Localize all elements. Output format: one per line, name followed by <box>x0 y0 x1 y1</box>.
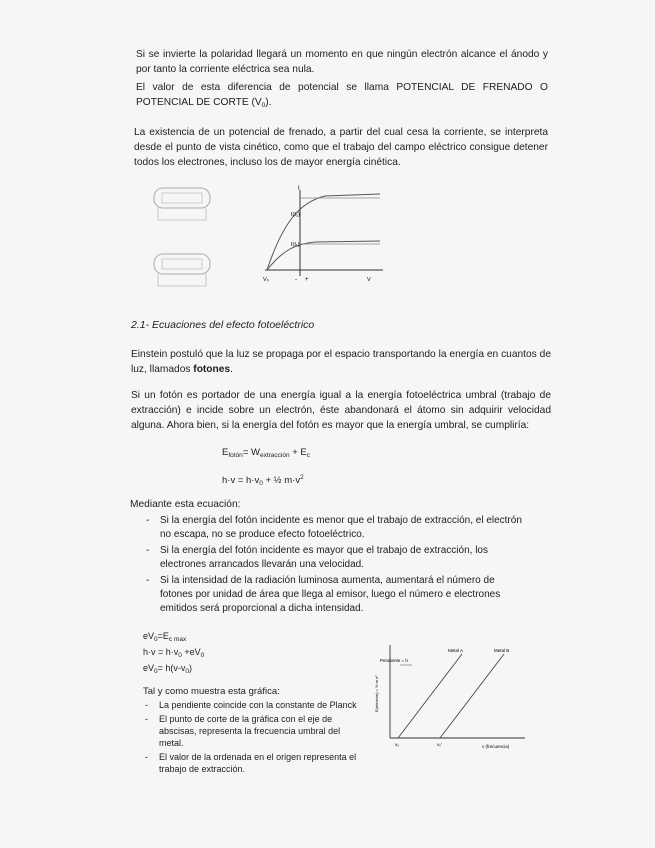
tube-2 <box>154 254 210 274</box>
x-axis-label: v (frecuencia) <box>482 744 510 749</box>
label-minus: - <box>295 277 297 283</box>
label-v: V <box>367 277 371 283</box>
line-metal-b <box>440 654 504 738</box>
paragraph-stopping-potential: El valor de esta diferencia de potencial se llama POTENCIAL DE FRENADO O POTENCIAL DE CORTE $(V_0)$. <box>136 82 548 109</box>
list-item: - Si la intensidad de la radiación luminosa aumenta, aumentará el número de fotones por unidad de área que llega al emisor, luego el número e electrones emitidos será proporcional a dicha intensidad. <box>144 574 522 616</box>
list-item: - El punto de corte de la gráfica con el eje de abscisas, representa la frecuencia umbral del metal. <box>143 713 365 749</box>
list-item: - El valor de la ordenada en el origen representa el trabajo de extracción. <box>143 751 365 775</box>
list-item: - Si la energía del fotón incidente es menor que el trabajo de extracción, el electrón no escapa, no se produce efecto fotoeléctrico. <box>144 514 522 542</box>
tube-1 <box>154 188 210 208</box>
section-title: 2.1- Ecuaciones del efecto fotoeléctrico <box>131 319 315 331</box>
equation-line-3: $eV_0= h(v-v_0)$ <box>143 663 193 675</box>
paragraph-photon: Si un fotón es portador de una energía igual a la energía fotoeléctrica umbral (trabajo de extracción) e incide sobre un electrón, éste abandonará el átomo sin adquirir velocidad alguna. Ahora bien, si la energía del fotón es mayor que la energía umbral, se cumpliría: <box>131 390 551 431</box>
label-v0: V₀ <box>263 277 269 283</box>
equation-line-2: $h\cdot v = h\cdot v_0 +eV_0$ <box>143 647 205 659</box>
equation-frequency: $h\cdot v = h\cdot v_0$ + ½ $m\cdot v^2$ <box>222 474 304 487</box>
paragraph-kinetic: La existencia de un potencial de frenado, a partir del cual cesa la corriente, se interpreta desde el punto de vista cinético, como que el trabajo del campo eléctrico consigue detener todos los electrones, incluso los de mayor energía cinética. <box>134 127 548 168</box>
tick-v0-a: v₀ <box>395 742 400 747</box>
metal-b-label: Metal B <box>494 648 510 653</box>
current-voltage-graph <box>255 182 390 292</box>
list-item: - La pendiente coincide con la constante de Planck <box>143 699 365 711</box>
consequences-list <box>144 514 522 618</box>
equations-block <box>143 630 204 678</box>
curve-upper <box>267 194 380 270</box>
pendiente-label: Pendiente = h <box>380 658 408 663</box>
label-lower: I(I₁) <box>291 242 300 248</box>
tal-y-como-heading: Tal y como muestra esta gráfica: <box>143 686 280 697</box>
paragraph-polarity: Si se invierte la polaridad llegará un momento en que ningún electrón alcance el ánodo y por tanto la corriente eléctrica sea nula. <box>136 49 548 75</box>
energy-frequency-graph <box>370 640 530 755</box>
equation-line-1: $eV_0=E_{c max}$ <box>143 631 187 643</box>
tick-v0-b: v₀' <box>437 742 442 747</box>
line-metal-a <box>398 654 462 738</box>
label-plus: + <box>305 277 309 283</box>
curve-lower <box>267 241 380 270</box>
list-item: - Si la energía del fotón incidente es mayor que el trabajo de extracción, los electrones arrancados llevarán una velocidad. <box>144 544 522 572</box>
wire-1 <box>158 208 206 220</box>
circuit-diagrams <box>148 182 218 292</box>
graph-notes-list <box>143 699 365 777</box>
y-axis-label: I <box>298 186 300 192</box>
paragraph-einstein: Einstein postuló que la luz se propaga por el espacio transportando la energía en cuantos de luz, llamados fotones. <box>131 349 551 375</box>
electrodes-1 <box>162 193 202 203</box>
mediante-heading: Mediante esta ecuación: <box>130 499 241 510</box>
label-upper: I(I₂) <box>291 212 300 218</box>
wire-2 <box>158 274 206 286</box>
electrodes-2 <box>162 259 202 269</box>
metal-a-label: Metal A <box>448 648 464 653</box>
equation-energy: $E_{fotón}= W_{extracción} + E_c$ <box>222 447 311 459</box>
y-axis-label: E(electrón) = ½ m v² <box>374 675 379 712</box>
